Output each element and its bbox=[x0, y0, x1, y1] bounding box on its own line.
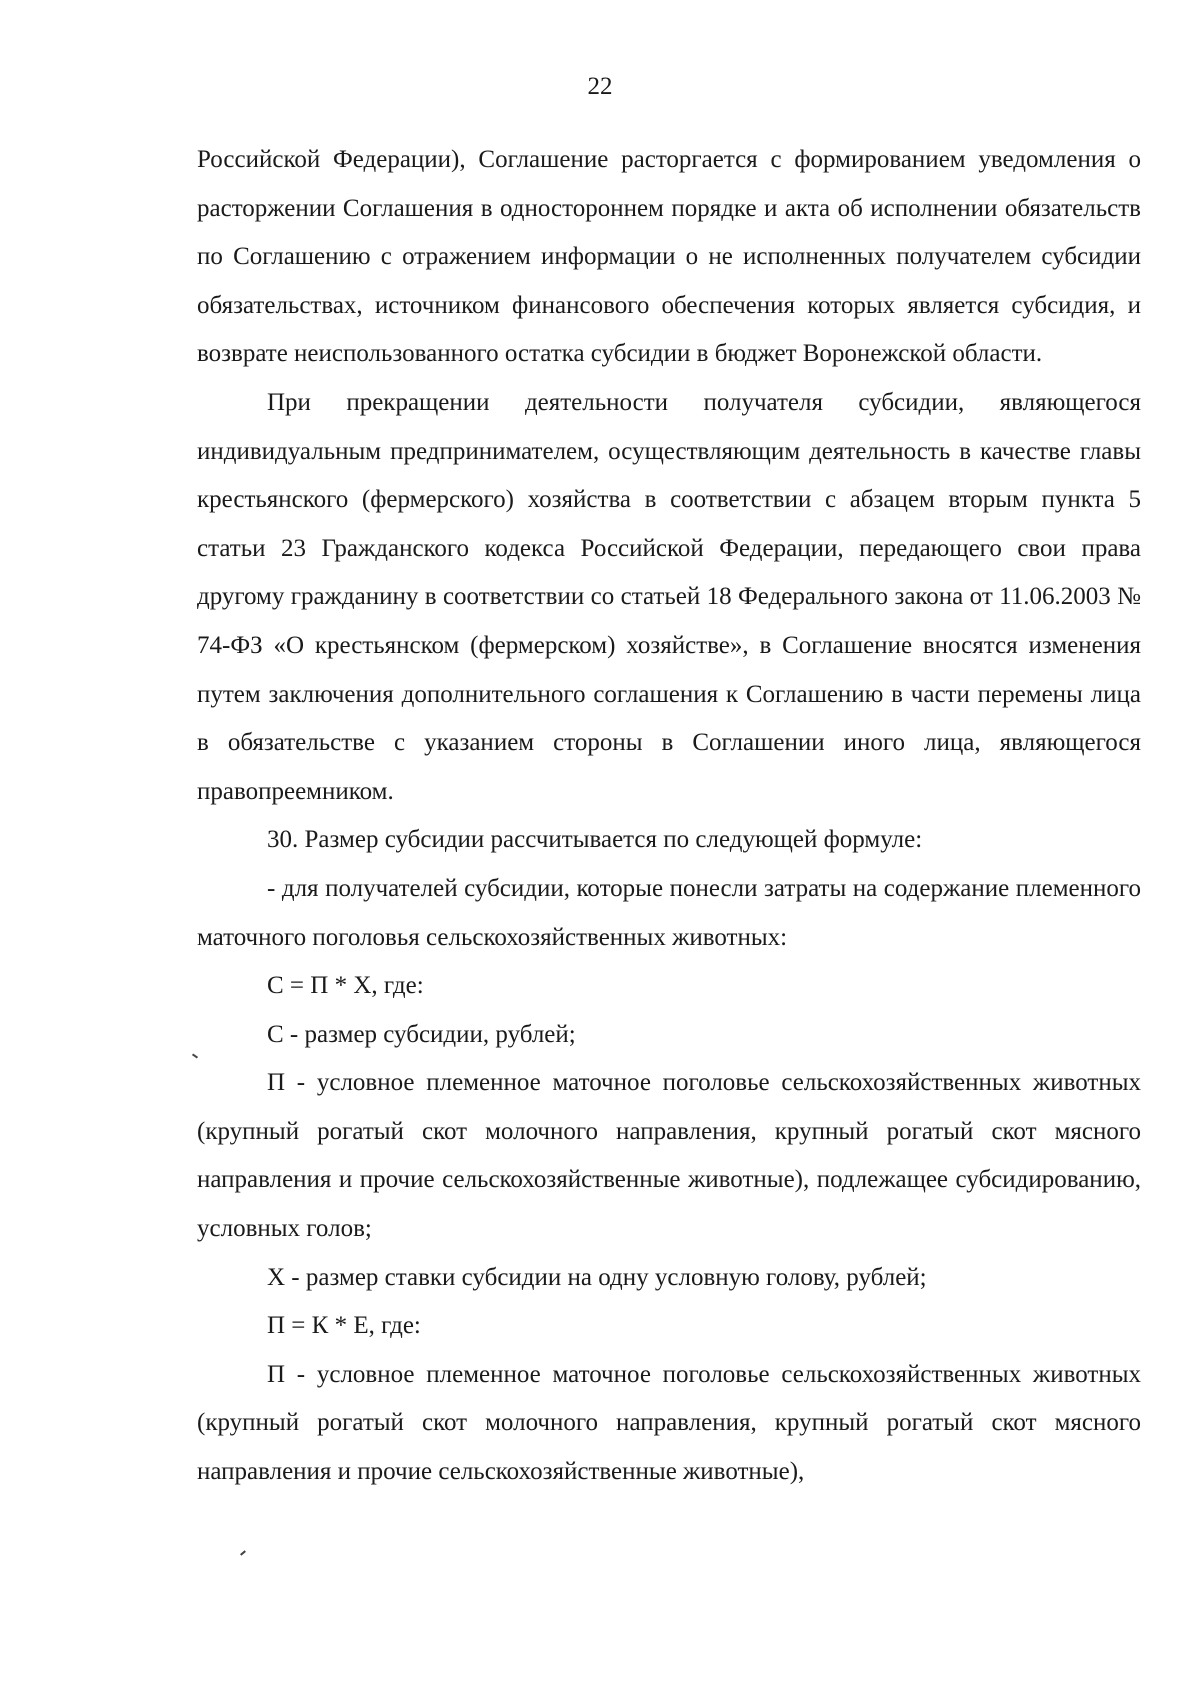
formula-subsidy: С = П * Х, где: bbox=[267, 972, 424, 1000]
definition-x: Х - размер ставки субсидии на одну условную голову, рублей; bbox=[267, 1263, 927, 1291]
scan-accent-mark bbox=[240, 1550, 246, 1555]
document-body bbox=[197, 136, 1141, 1497]
paragraph-clause-30: 30. Размер субсидии рассчитывается по следующей формуле: bbox=[267, 826, 923, 854]
paragraph-recipients: - для получателей субсидии, которые понесли затраты на содержание племенного маточного поголовья сельскохозяйственных животных: bbox=[197, 874, 1141, 951]
paragraph-termination: Российской Федерации), Соглашение расторгается с формированием уведомления о расторжении Соглашения в одностороннем порядке и акта об исполнении обязательств по Соглашению с отражением информации о не исполненных получателем субсидии обязательствах, источником финансового обеспечения которых является субсидия, и возврате неиспользованного остатка субсидии в бюджет Воронежской области. bbox=[197, 146, 1141, 368]
definition-p: П - условное племенное маточное поголовье сельскохозяйственных животных (крупный рогатый скот молочного направления, крупный рогатый скот мясного направления и прочие сельскохозяйственные животные), подлежащее субсидированию, условных голов; bbox=[197, 1069, 1141, 1243]
definition-c: С - размер субсидии, рублей; bbox=[267, 1020, 576, 1048]
definition-p-repeat: П - условное племенное маточное поголовье сельскохозяйственных животных (крупный рогатый скот молочного направления, крупный рогатый скот мясного направления и прочие сельскохозяйственные животные), bbox=[197, 1360, 1141, 1486]
formula-livestock: П = К * Е, где: bbox=[267, 1312, 421, 1340]
paragraph-succession: При прекращении деятельности получателя субсидии, являющегося индивидуальным предпринимателем, осуществляющим деятельность в качестве главы крестьянского (фермерского) хозяйства в соответствии с абзацем вторым пункта 5 статьи 23 Гражданского кодекса Российской Федерации, передающего свои права другому гражданину в соответствии со статьей 18 Федерального закона от 11.06.2003 № 74-ФЗ «О крестьянском (фермерском) хозяйстве», в Соглашение вносятся изменения путем заключения дополнительного соглашения к Соглашению в части перемены лица в обязательстве с указанием стороны в Соглашении иного лица, являющегося правопреемником. bbox=[197, 388, 1141, 805]
page-number: 22 bbox=[587, 73, 613, 100]
